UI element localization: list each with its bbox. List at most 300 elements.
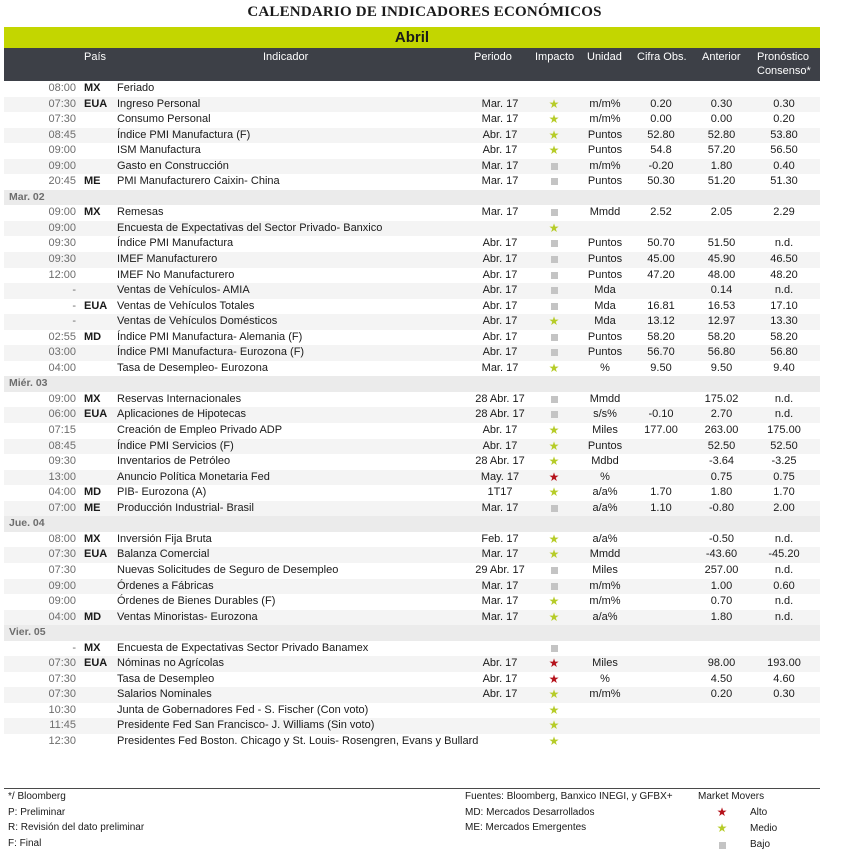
period-cell: Mar. 17	[481, 206, 519, 219]
unit-cell: Mda	[594, 315, 616, 328]
indicator-cell: Índice PMI Servicios (F)	[117, 439, 234, 452]
time-cell: 07:00	[48, 501, 76, 514]
time-cell: 07:30	[48, 657, 76, 670]
unit-cell: m/m%	[589, 113, 621, 126]
period-cell: 28 Abr. 17	[475, 408, 525, 421]
table-row	[4, 174, 820, 190]
period-cell: Abr. 17	[482, 657, 518, 670]
footer-source: MD: Mercados Desarrollados	[465, 806, 595, 818]
unit-cell: Mdbd	[591, 455, 619, 468]
country-cell: MX	[84, 82, 101, 94]
indicator-cell: Inversión Fija Bruta	[117, 532, 212, 545]
indicator-cell: Ingreso Personal	[117, 97, 201, 110]
previous-cell: 175.02	[704, 392, 739, 405]
observed-cell: 1.10	[650, 501, 672, 514]
unit-cell: a/a%	[592, 501, 618, 514]
period-cell: Abr. 17	[482, 299, 518, 312]
table-row	[4, 299, 820, 315]
indicator-cell: Feriado	[117, 82, 155, 94]
gray-square-icon	[716, 837, 728, 853]
indicator-cell: Órdenes a Fábricas	[117, 579, 214, 592]
unit-cell: Puntos	[587, 175, 623, 188]
unit-cell: Miles	[592, 424, 618, 437]
country-cell: ME	[84, 175, 101, 188]
unit-cell: Mda	[594, 299, 616, 312]
forecast-cell: 0.40	[773, 159, 795, 172]
period-cell: Abr. 17	[482, 688, 518, 701]
unit-cell: Puntos	[587, 144, 623, 157]
unit-cell: s/s%	[593, 408, 617, 421]
previous-cell: 263.00	[704, 424, 739, 437]
previous-cell: -43.60	[705, 548, 738, 561]
table-row	[4, 112, 820, 128]
indicator-cell: Salarios Nominales	[117, 688, 212, 701]
table-row	[4, 563, 820, 579]
forecast-cell: 2.00	[773, 501, 795, 514]
gray-square-icon	[544, 252, 564, 268]
unit-cell: %	[600, 361, 610, 374]
time-cell: 09:00	[48, 206, 76, 219]
table-row	[4, 330, 820, 346]
time-cell: 03:00	[48, 346, 76, 359]
previous-cell: 51.20	[707, 175, 736, 188]
period-cell: Abr. 17	[482, 144, 518, 157]
day-separator-row	[4, 625, 820, 641]
unit-cell: a/a%	[592, 610, 618, 623]
time-cell: 08:45	[48, 439, 76, 452]
observed-cell: 1.70	[650, 486, 672, 499]
indicator-cell: Consumo Personal	[117, 113, 211, 126]
star-green-icon: ★	[716, 820, 728, 835]
time-cell: 02:55	[48, 330, 76, 343]
gray-square-icon	[544, 579, 564, 595]
period-cell: 1T17	[487, 486, 513, 499]
period-cell: Abr. 17	[482, 346, 518, 359]
country-cell: MX	[84, 206, 101, 219]
unit-cell: Puntos	[587, 439, 623, 452]
time-cell: 09:00	[48, 579, 76, 592]
calendar-table-body	[4, 81, 820, 750]
previous-cell: 0.00	[710, 113, 733, 126]
unit-cell: Mmdd	[589, 392, 621, 405]
forecast-cell: 0.75	[773, 470, 795, 483]
footer-source: ME: Mercados Emergentes	[465, 822, 587, 834]
country-cell: MD	[84, 486, 102, 499]
day-label: Vier. 05	[9, 626, 46, 639]
period-cell: Mar. 17	[481, 501, 519, 514]
indicator-cell: Nóminas no Agrícolas	[117, 657, 224, 670]
time-cell: 08:00	[48, 82, 76, 94]
previous-cell: 1.80	[710, 486, 733, 499]
gray-square-icon	[544, 392, 564, 408]
observed-cell: -0.20	[648, 159, 674, 172]
forecast-cell: 17.10	[770, 299, 798, 312]
table-row	[4, 345, 820, 361]
table-row	[4, 439, 820, 455]
star-red-icon: ★	[548, 469, 560, 484]
previous-cell: 1.80	[710, 159, 733, 172]
table-row	[4, 656, 820, 672]
legend-bajo	[698, 837, 771, 853]
gray-square-icon	[544, 299, 564, 315]
period-cell: Mar. 17	[481, 595, 519, 608]
forecast-cell: 52.50	[770, 439, 798, 452]
table-row	[4, 703, 820, 719]
indicator-cell: Encuesta de Expectativas Sector Privado Banamex	[117, 641, 369, 654]
country-cell: MD	[84, 330, 102, 343]
day-label: Miér. 03	[9, 377, 48, 390]
header-anterior: Anterior	[702, 51, 741, 63]
unit-cell: m/m%	[589, 97, 621, 110]
country-cell: MX	[84, 392, 101, 405]
forecast-cell: 13.30	[770, 315, 798, 328]
forecast-cell: n.d.	[774, 392, 794, 405]
time-cell: 08:45	[48, 128, 76, 141]
unit-cell: Puntos	[587, 330, 623, 343]
previous-cell: 2.05	[710, 206, 733, 219]
time-cell: 09:00	[48, 159, 76, 172]
previous-cell: 57.20	[707, 144, 736, 157]
forecast-cell: -45.20	[768, 548, 800, 561]
time-cell: 09:30	[48, 237, 76, 250]
indicator-cell: Ventas de Vehículos Domésticos	[117, 315, 278, 328]
previous-cell: 56.80	[707, 346, 736, 359]
star-green-icon: ★	[548, 220, 560, 235]
gray-square-icon	[544, 330, 564, 346]
time-cell: 07:30	[48, 97, 76, 110]
unit-cell: m/m%	[589, 688, 621, 701]
forecast-cell: 56.50	[770, 144, 798, 157]
table-row	[4, 547, 820, 563]
forecast-cell: 51.30	[770, 175, 798, 188]
gray-square-icon	[544, 205, 564, 221]
indicator-cell: Ventas de Vehículos- AMIA	[117, 284, 250, 297]
star-red-icon: ★	[548, 656, 560, 671]
star-green-icon: ★	[548, 531, 560, 546]
period-cell: 28 Abr. 17	[475, 455, 525, 468]
observed-cell: 52.80	[647, 128, 675, 141]
unit-cell: Puntos	[587, 237, 623, 250]
observed-cell: 0.00	[650, 113, 672, 126]
forecast-cell: n.d.	[774, 284, 794, 297]
indicator-cell: Índice PMI Manufactura- Alemania (F)	[117, 330, 303, 343]
table-row	[4, 734, 820, 750]
previous-cell: 257.00	[704, 563, 739, 576]
forecast-cell: 0.60	[773, 579, 795, 592]
day-label: Jue. 04	[9, 517, 45, 530]
forecast-cell: 48.20	[770, 268, 798, 281]
unit-cell: a/a%	[592, 486, 618, 499]
header-pronostico: Pronóstico	[757, 51, 809, 63]
time-cell: 09:00	[48, 144, 76, 157]
period-cell: Abr. 17	[482, 315, 518, 328]
indicator-cell: Encuesta de Expectativas del Sector Privado- Banxico	[117, 221, 383, 234]
footer-note: P: Preliminar	[8, 806, 66, 818]
unit-cell: Mmdd	[589, 548, 621, 561]
indicator-cell: Ventas Minoristas- Eurozona	[117, 610, 258, 623]
indicator-cell: Índice PMI Manufactura- Eurozona (F)	[117, 346, 305, 359]
footer-sources	[465, 789, 673, 836]
previous-cell: 2.70	[710, 408, 733, 421]
previous-cell: 52.50	[707, 439, 736, 452]
observed-cell: 47.20	[647, 268, 675, 281]
country-cell: EUA	[84, 97, 108, 110]
unit-cell: Mmdd	[589, 206, 621, 219]
period-cell: Mar. 17	[481, 97, 519, 110]
star-green-icon: ★	[548, 423, 560, 438]
time-cell: -	[72, 315, 76, 328]
table-row	[4, 485, 820, 501]
time-cell: -	[72, 641, 76, 654]
previous-cell: 16.53	[707, 299, 736, 312]
country-cell: MX	[84, 641, 101, 654]
indicator-cell: PMI Manufacturero Caixin- China	[117, 175, 280, 188]
period-cell: 29 Abr. 17	[475, 563, 525, 576]
time-cell: 07:30	[48, 688, 76, 701]
period-cell: Abr. 17	[482, 672, 518, 685]
footer-source: Fuentes: Bloomberg, Banxico INEGI, y GFBX+	[465, 791, 673, 802]
time-cell: 04:00	[48, 486, 76, 499]
indicator-cell: Creación de Empleo Privado ADP	[117, 424, 283, 437]
table-row	[4, 128, 820, 144]
indicator-cell: Gasto en Construcción	[117, 159, 229, 172]
previous-cell: 48.00	[707, 268, 736, 281]
observed-cell: 2.52	[650, 206, 672, 219]
gray-square-icon	[544, 345, 564, 361]
table-row	[4, 610, 820, 626]
forecast-cell: n.d.	[774, 595, 794, 608]
unit-cell: m/m%	[589, 595, 621, 608]
forecast-cell: 46.50	[770, 253, 798, 266]
observed-cell: 58.20	[647, 330, 675, 343]
table-row	[4, 221, 820, 237]
period-cell: Abr. 17	[482, 284, 518, 297]
indicator-cell: Tasa de Desempleo- Eurozona	[117, 361, 269, 374]
unit-cell: %	[600, 470, 610, 483]
gray-square-icon	[544, 268, 564, 284]
period-cell: Mar. 17	[481, 610, 519, 623]
footer-notes	[8, 789, 144, 852]
table-row	[4, 159, 820, 175]
page-title: CALENDARIO DE INDICADORES ECONÓMICOS	[247, 4, 602, 20]
indicator-cell: Balanza Comercial	[117, 548, 210, 561]
star-green-icon: ★	[548, 609, 560, 624]
indicator-cell: IMEF No Manufacturero	[117, 268, 235, 281]
unit-cell: m/m%	[589, 579, 621, 592]
forecast-cell: 175.00	[767, 424, 801, 437]
previous-cell: 0.20	[710, 688, 733, 701]
forecast-cell: -3.25	[771, 455, 797, 468]
time-cell: 20:45	[48, 175, 76, 188]
previous-cell: 1.00	[710, 579, 733, 592]
period-cell: Feb. 17	[481, 532, 519, 545]
header-pais: País	[84, 51, 107, 63]
indicator-cell: Anuncio Política Monetaria Fed	[117, 470, 270, 483]
previous-cell: 45.90	[707, 253, 736, 266]
table-row	[4, 641, 820, 657]
day-separator-row	[4, 190, 820, 206]
gray-square-icon	[544, 407, 564, 423]
table-row	[4, 672, 820, 688]
header-unidad: Unidad	[587, 51, 622, 63]
time-cell: -	[72, 284, 76, 297]
forecast-cell: n.d.	[774, 408, 794, 421]
time-cell: 12:30	[48, 734, 76, 747]
time-cell: 07:30	[48, 548, 76, 561]
time-cell: -	[72, 299, 76, 312]
country-cell: EUA	[84, 408, 108, 421]
unit-cell: Puntos	[587, 128, 623, 141]
table-row	[4, 532, 820, 548]
indicator-cell: Junta de Gobernadores Fed - S. Fischer (Con voto)	[117, 703, 369, 716]
previous-cell: 58.20	[707, 330, 736, 343]
table-row	[4, 718, 820, 734]
indicator-cell: Órdenes de Bienes Durables (F)	[117, 595, 276, 608]
forecast-cell: 2.29	[773, 206, 795, 219]
previous-cell: 98.00	[707, 657, 736, 670]
forecast-cell: n.d.	[774, 532, 794, 545]
star-red-icon: ★	[548, 671, 560, 686]
observed-cell: 0.20	[650, 97, 672, 110]
table-row	[4, 205, 820, 221]
period-cell: Abr. 17	[482, 128, 518, 141]
table-row	[4, 470, 820, 486]
observed-cell: 50.70	[647, 237, 675, 250]
unit-cell: Puntos	[587, 346, 623, 359]
forecast-cell: n.d.	[774, 563, 794, 576]
time-cell: 07:30	[48, 563, 76, 576]
star-green-icon: ★	[548, 733, 560, 748]
table-row	[4, 252, 820, 268]
unit-cell: Puntos	[587, 268, 623, 281]
forecast-cell: n.d.	[774, 610, 794, 623]
time-cell: 11:45	[49, 719, 76, 732]
star-green-icon: ★	[548, 594, 560, 609]
indicator-cell: Índice PMI Manufactura (F)	[117, 128, 251, 141]
previous-cell: 0.70	[710, 595, 733, 608]
time-cell: 04:00	[48, 361, 76, 374]
star-green-icon: ★	[548, 718, 560, 733]
legend-label: Medio	[750, 822, 778, 834]
previous-cell: 0.30	[710, 97, 733, 110]
forecast-cell: 4.60	[773, 672, 795, 685]
period-cell: Mar. 17	[481, 548, 519, 561]
previous-cell: -0.50	[708, 532, 735, 545]
time-cell: 06:00	[48, 408, 76, 421]
day-separator-row	[4, 516, 820, 532]
indicator-cell: ISM Manufactura	[117, 144, 201, 157]
time-cell: 09:30	[48, 455, 76, 468]
footer-note: R: Revisión del dato preliminar	[8, 822, 145, 834]
star-green-icon: ★	[548, 454, 560, 469]
header-impacto: Impacto	[535, 51, 575, 63]
observed-cell: 50.30	[647, 175, 675, 188]
previous-cell: -3.64	[708, 455, 735, 468]
day-label: Mar. 02	[9, 190, 45, 203]
country-cell: EUA	[84, 548, 108, 561]
star-green-icon: ★	[548, 96, 560, 111]
table-row	[4, 454, 820, 470]
unit-cell: Puntos	[587, 253, 623, 266]
gray-square-icon	[544, 283, 564, 299]
previous-cell: 51.50	[707, 237, 736, 250]
observed-cell: 45.00	[647, 253, 675, 266]
star-green-icon: ★	[548, 314, 560, 329]
forecast-cell: 53.80	[770, 128, 798, 141]
period-cell: Abr. 17	[482, 330, 518, 343]
unit-cell: %	[600, 672, 610, 685]
star-green-icon: ★	[548, 143, 560, 158]
indicator-cell: Índice PMI Manufactura	[117, 237, 234, 250]
table-row	[4, 423, 820, 439]
time-cell: 13:00	[48, 470, 76, 483]
table-header	[4, 48, 820, 81]
country-cell: ME	[84, 501, 101, 514]
table-row	[4, 392, 820, 408]
previous-cell: 0.14	[710, 284, 733, 297]
legend-medio	[698, 820, 778, 837]
indicator-cell: PIB- Eurozona (A)	[117, 486, 207, 499]
time-cell: 12:00	[48, 268, 76, 281]
indicator-cell: Aplicaciones de Hipotecas	[117, 408, 247, 421]
unit-cell: Miles	[592, 563, 618, 576]
previous-cell: 4.50	[710, 672, 733, 685]
observed-cell: -0.10	[648, 408, 674, 421]
forecast-cell: 0.20	[773, 113, 795, 126]
star-green-icon: ★	[548, 112, 560, 127]
country-cell: EUA	[84, 299, 108, 312]
time-cell: 09:30	[48, 253, 76, 266]
gray-square-icon	[544, 174, 564, 190]
forecast-cell: n.d.	[774, 237, 794, 250]
header-consenso: Consenso*	[757, 65, 811, 77]
time-cell: 09:00	[48, 392, 76, 405]
forecast-cell: 0.30	[773, 97, 795, 110]
legend-label: Alto	[750, 806, 768, 818]
market-movers-legend	[698, 789, 778, 853]
table-row	[4, 81, 820, 97]
table-row	[4, 236, 820, 252]
country-cell: EUA	[84, 657, 108, 670]
gray-square-icon	[544, 563, 564, 579]
period-cell: Mar. 17	[481, 159, 519, 172]
observed-cell: 9.50	[650, 361, 672, 374]
month-banner: Abril	[4, 27, 820, 48]
country-cell: MD	[84, 610, 102, 623]
header-periodo: Periodo	[474, 51, 512, 63]
observed-cell: 16.81	[647, 299, 675, 312]
time-cell: 04:00	[48, 610, 76, 623]
indicator-cell: Remesas	[117, 206, 164, 219]
time-cell: 07:30	[48, 672, 76, 685]
forecast-cell: 9.40	[773, 361, 795, 374]
period-cell: Mar. 17	[481, 113, 519, 126]
forecast-cell: 0.30	[773, 688, 795, 701]
observed-cell: 13.12	[647, 315, 675, 328]
indicator-cell: Inventarios de Petróleo	[117, 455, 231, 468]
gray-square-icon	[544, 641, 564, 657]
star-green-icon: ★	[548, 360, 560, 375]
indicator-cell: Producción Industrial- Brasil	[117, 501, 254, 514]
indicator-cell: Reservas Internacionales	[117, 392, 242, 405]
indicator-cell: Tasa de Desempleo	[117, 672, 215, 685]
observed-cell: 56.70	[647, 346, 675, 359]
forecast-cell: 193.00	[767, 657, 801, 670]
footer-note: F: Final	[8, 838, 42, 850]
gray-square-icon	[544, 159, 564, 175]
period-cell: Abr. 17	[482, 268, 518, 281]
previous-cell: 9.50	[710, 361, 733, 374]
